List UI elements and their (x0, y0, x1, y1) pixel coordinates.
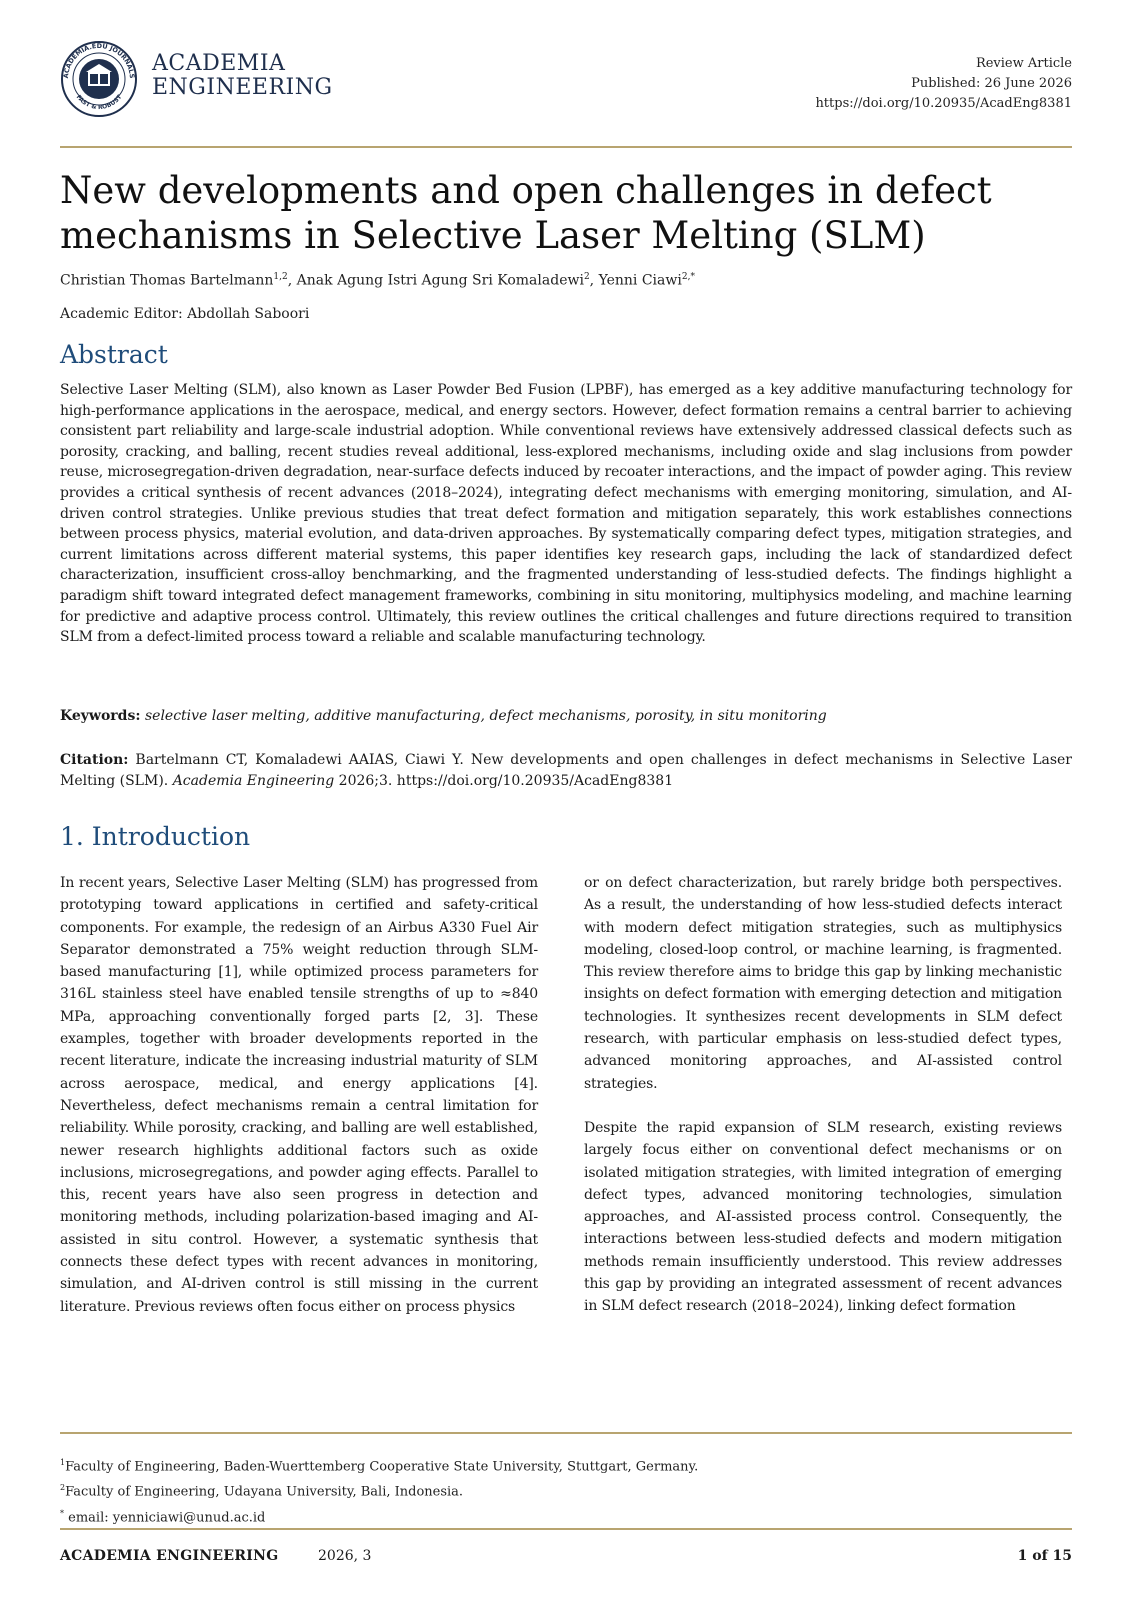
footnotes (60, 1452, 698, 1528)
citation-doi: 2026;3. https://doi.org/10.20935/AcadEng8381 (338, 773, 674, 789)
author-affiliation-marker: 2 (583, 272, 590, 282)
author-list: Christian Thomas Bartelmann$^{1,2}$, Anak Agung Istri Agung Sri Komaladewi$^2$, Yenni Ciawi$^{2,*}$ (60, 272, 695, 289)
citation-journal: Academia Engineering (172, 773, 335, 789)
footer-divider (60, 1528, 1072, 1530)
journal-brand (152, 52, 333, 100)
svg-text:FAST & ROBUST: FAST & ROBUST (74, 93, 124, 112)
footer-year-volume: 2026, 3 (318, 1548, 372, 1564)
page-number: 1 of 15 (1017, 1548, 1072, 1564)
body-paragraph: In recent years, Selective Laser Melting (SLM) has progressed from prototyping toward applications in certified and safety-critical components. For example, the redesign of an Airbus A330 Fuel Air Separator demonstrated a 75% weight reduction through SLM-based manufacturing [1], while optimized process parameters for 316L stainless steel have enabled tensile strengths of up to ≈840 MPa, approaching conventionally forged parts [2, 3]. These examples, together with broader developments reported in the recent literature, indicate the increasing industrial maturity of SLM across aerospace, medical, and energy applications [4]. Nevertheless, defect mechanisms remain a central limitation for reliability. While porosity, cracking, and balling are well established, newer research highlights additional factors such as oxide inclusions, microsegregations, and powder aging effects. Parallel to this, recent years have also seen progress in detection and monitoring methods, including polarization-based imaging and AI-assisted in situ control. However, a systematic synthesis that connects these defect types with recent advances in monitoring, simulation, and AI-driven control is still missing in the current literature. Previous reviews often focus either on process physics (60, 875, 538, 1315)
abstract-heading: Abstract (60, 340, 168, 369)
citation-label: Citation: (60, 752, 129, 768)
citation (60, 750, 1072, 792)
header-divider (60, 146, 1072, 148)
body-paragraph: Despite the rapid expansion of SLM research, existing reviews largely focus either on conventional defect mechanisms or on isolated mitigation strategies, with limited integration of emerging defect types, advanced monitoring technologies, simulation approaches, and AI-assisted process control. Consequently, the interactions between less-studied defects and modern mitigation methods remain insufficiently understood. This review addresses this gap by providing an integrated assessment of recent advances in SLM defect research (2018–2024), linking defect formation (584, 1119, 1062, 1315)
body-paragraph: or on defect characterization, but rarely bridge both perspectives. As a result, the understanding of how less-studied defects interact with modern defect mitigation strategies, such as multiphysics modeling, closed-loop control, or machine learning, is fragmented. This review therefore aims to bridge this gap by linking mechanistic insights on defect formation with emerging detection and mitigation technologies. It synthesizes recent developments in SLM defect research, with particular emphasis on less-studied defect types, advanced monitoring approaches, and AI-assisted control strategies. (584, 875, 1062, 1092)
footnote-email: * email: yenniciawi@unud.ac.id (60, 1508, 266, 1525)
footer-journal-name: ACADEMIA ENGINEERING (60, 1548, 279, 1564)
body-column-right (584, 872, 1062, 1318)
footnote-affiliation-1: $^1$Faculty of Engineering, Baden-Wuerttemberg Cooperative State University, Stuttgart, Germany. (60, 1458, 699, 1475)
author-affiliation-marker: 2,* (681, 272, 695, 282)
doi-link[interactable]: https://doi.org/10.20935/AcadEng8381 (815, 96, 1072, 111)
author-name: Anak Agung Istri Agung Sri Komaladewi (296, 272, 584, 289)
brand-line-1: ACADEMIA (152, 51, 286, 76)
svg-text:ACADEMIA.EDU JOURNALS: ACADEMIA.EDU JOURNALS (61, 41, 137, 79)
published-date: Published: 26 June 2026 (911, 76, 1072, 91)
author-name: Yenni Ciawi (598, 272, 682, 289)
author-name: Christian Thomas Bartelmann (60, 272, 274, 289)
keywords-label: Keywords: (60, 708, 141, 724)
article-meta (815, 54, 1072, 114)
introduction-heading: 1. Introduction (60, 822, 251, 851)
article-type: Review Article (975, 56, 1072, 71)
keywords (60, 706, 1072, 727)
body-column-left (60, 872, 538, 1318)
brand-line-2: ENGINEERING (152, 75, 333, 100)
footnote-divider (60, 1432, 1072, 1434)
author-affiliation-marker: 1,2 (273, 272, 288, 282)
academic-editor: Academic Editor: Abdollah Saboori (60, 306, 310, 322)
article-title: New developments and open challenges in defect mechanisms in Selective Laser Melting (SLM) (60, 169, 992, 257)
abstract-text: Selective Laser Melting (SLM), also known as Laser Powder Bed Fusion (LPBF), has emerged as a key additive manufacturing technology for high-performance applications in the aerospace, medical, and energy sectors. However, defect formation remains a central barrier to achieving consistent part reliability and large-scale industrial adoption. While conventional reviews have extensively addressed classical defects such as porosity, cracking, and balling, recent studies reveal additional, less-explored mechanisms, including oxide and slag inclusions from powder reuse, microsegregation-driven degradation, near-surface defects induced by recoater interactions, and the impact of powder aging. This review provides a critical synthesis of recent advances (2018–2024), integrating defect mechanisms with emerging monitoring, simulation, and AI-driven control strategies. Unlike previous studies that treat defect formation and mitigation separately, this work establishes connections between process physics, material evolution, and data-driven approaches. By systematically comparing defect types, mitigation strategies, and current limitations across different material systems, this paper identifies key research gaps, including the lack of standardized defect characterization, insufficient cross-alloy benchmarking, and the fragmented understanding of less-studied defects. The findings highlight a paradigm shift toward integrated defect management frameworks, combining in situ monitoring, multiphysics modeling, and machine learning for predictive and adaptive process control. Ultimately, this review outlines the critical challenges and future directions required to transition SLM from a defect-limited process toward a reliable and scalable manufacturing technology. (60, 382, 1072, 646)
academia-journals-logo (60, 40, 138, 118)
keywords-text: selective laser melting, additive manufacturing, defect mechanisms, porosity, in situ monitoring (144, 708, 827, 724)
citation-text: Bartelmann CT, Komaladewi AAIAS, Ciawi Y. New developments and open challenges in defect mechanisms in Selective Laser Melting (SLM). (60, 752, 1072, 789)
footnote-affiliation-2: $^2$Faculty of Engineering, Udayana University, Bali, Indonesia. (60, 1483, 464, 1500)
